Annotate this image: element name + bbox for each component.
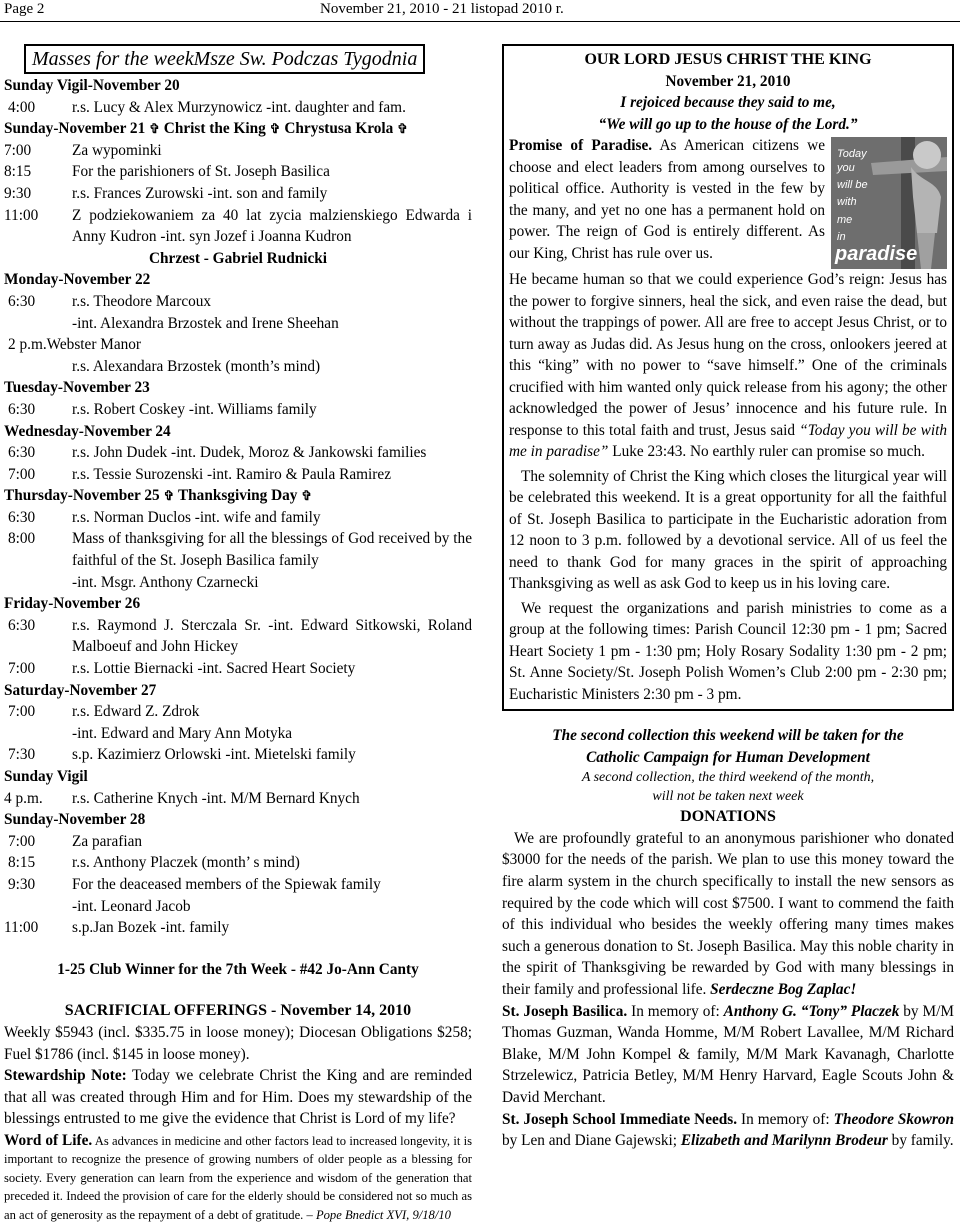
left-column [4, 44, 472, 1224]
promise-section [509, 135, 947, 269]
right-column [502, 44, 954, 1152]
svg-text:Today: Today [837, 148, 867, 160]
mass-row: -int. Edward and Mary Ann Motyka [72, 724, 293, 742]
feast-quote-1: I rejoiced because they said to me, [620, 94, 836, 111]
mass-row: 8:00 Mass of thanksgiving for all the blessings of God received by the faithful of the St. Joseph Basilica family [8, 530, 472, 570]
svg-text:paradise: paradise [835, 243, 918, 265]
page-number: Page 2 [4, 1, 45, 17]
mass-schedule-title: Masses for the weekMsze Sw. Podczas Tygodnia [24, 44, 425, 74]
mass-row: 6:30 r.s. Robert Coskey -int. Williams family [8, 400, 317, 418]
mass-row: -int. Msgr. Anthony Czarnecki [72, 573, 259, 591]
svg-text:you: you [837, 162, 855, 174]
feast-date: November 21, 2010 [665, 72, 791, 90]
memorial-basilica: St. Joseph Basilica. In memory of: Anthony G. “Tony” Placzek by M/M Thomas Guzman, Wanda Homme, M/M Robert Lavallee, M/M Richard Blake, M/M John Kompel & family, M/M Mark Kavanagh, Charlotte Strzelewicz, Patricia Betley, M/M Henry Harvard, Eagle Scouts John & David Merchant. [502, 1002, 954, 1106]
mass-row: 11:00 Z podziekowaniem za 40 lat zycia malzienskiego Edwarda i Anny Kudron -int. syn Jozef i Joanna Kudron [4, 206, 472, 246]
mass-row: 7:30 s.p. Kazimierz Orlowski -int. Mietelski family [8, 746, 356, 764]
baptism-note: Chrzest - Gabriel Rudnicki [148, 249, 328, 267]
header-date: November 21, 2010 - 21 listopad 2010 r. [320, 1, 564, 17]
feast-paragraph-3: We request the organizations and parish ministries to come as a group at the following times: Parish Council 12:30 pm - 1 pm; Sacred Heart Society 1 pm - 1:30 pm; Holy Rosary Sodality 1:30 pm - 2 pm; St. Anne Society/St. Joseph Polish Women’s Club 2:00 pm - 2:30 pm; Eucharistic Ministers 2:30 pm - 3 pm. [509, 599, 947, 703]
page-header [0, 0, 960, 22]
mass-row: 6:30 r.s. Raymond J. Sterczala Sr. -int. Edward Sitkowski, Roland Malboeuf and John Hickey [8, 616, 472, 656]
svg-text:will be: will be [837, 179, 868, 191]
mass-row: 7:00 r.s. Lottie Biernacki -int. Sacred Heart Society [8, 660, 356, 678]
feast-paragraph-1: He became human so that we could experience God’s reign: Jesus has the power to forgive sinners, heal the sick, and even raise the dead, but without the trappings of power. All are free to accept Jesus Christ, or to turn away as Judas did. As Jesus hung on the cross, onlookers jeered at this “king” with no power to “save himself.” One of the criminals crucified with him wanted only quick release from his agony; the other acknowledged the power of Jesus’ innocence and his future rule. In response to this total faith and trust, Jesus said “Today you will be with me in paradise” Luke 23:43. No earthly ruler can promise so much. [509, 271, 947, 460]
day-heading: Sunday-November 28 [4, 811, 146, 829]
day-heading: Tuesday-November 23 [4, 379, 150, 397]
day-heading: Saturday-November 27 [4, 681, 157, 699]
mass-row: 9:30 r.s. Frances Zurowski -int. son and family [4, 184, 328, 202]
mass-row: 11:00 s.p.Jan Bozek -int. family [4, 919, 230, 937]
promise-text: Promise of Paradise. As American citizens we choose and elect leaders from among ourselves to political office. Authority is vested in the few by the many, and yet no one has a permanent hold on power. The reign of God is entirely different. As our King, Christ has rule over us. [509, 137, 825, 262]
header-rule [0, 21, 960, 22]
cross-icon: ✞ [149, 121, 160, 137]
day-heading: Thursday-November 25 ✞ Thanksgiving Day ✞ [4, 487, 313, 505]
mass-row: 4 p.m. r.s. Catherine Knych -int. M/M Bernard Knych [4, 789, 360, 807]
day-heading: Monday-November 22 [4, 271, 151, 289]
day-heading: Sunday Vigil [4, 768, 88, 785]
cross-icon: ✞ [163, 488, 175, 504]
crucifix-illustration [831, 137, 947, 269]
mass-row: 7:00 Za wypominki [4, 141, 162, 159]
mass-row: 7:00 Za parafian [8, 832, 143, 850]
club-winner: 1-25 Club Winner for the 7th Week - #42 Jo-Ann Canty [57, 960, 419, 978]
cross-icon: ✞ [269, 121, 281, 137]
svg-text:me: me [837, 214, 853, 226]
mass-row: -int. Leonard Jacob [72, 897, 191, 915]
mass-row: 6:30 r.s. Theodore Marcoux [8, 292, 212, 310]
word-of-life: Word of Life. As advances in medicine and other factors lead to increased longevity, it is important to recognize the presence of growing numbers of older people as a blessing for society. Every generation can learn from the experience and wisdom of the generation that preceded it. Indeed the provision of care for the elderly should be considered not so much as an act of generosity as the repayment of a debt of gratitude. – Pope Bnedict XVI, 9/18/10 [4, 1131, 472, 1222]
offerings-title: SACRIFICIAL OFFERINGS - November 14, 2010 [64, 1002, 412, 1020]
donations-section [502, 806, 954, 1152]
collection-notice: The second collection this weekend will be taken for the Catholic Campaign for Human Development A second collection, the third weekend of the month, will not be taken next week [552, 727, 904, 805]
donations-text: We are profoundly grateful to an anonymous parishioner who donated $3000 for the needs of the parish. We plan to use this money toward the fire alarm system in the church specifically to install the new sensors as required by the code which will cost $7500. I want to commend the faith of this individual who besides the weekly offering many times makes such a generous donation to St. Joseph Basilica. May this noble charity in the spirit of Thanksgiving be rewarded by God with many blessings in their family and professional life. Serdeczne Bog Zaplac! [502, 829, 954, 998]
donations-title: DONATIONS [680, 808, 776, 826]
svg-text:with: with [837, 196, 857, 208]
mass-row: -int. Alexandra Brzostek and Irene Sheehan [72, 314, 339, 332]
mass-row: 6:30 r.s. John Dudek -int. Dudek, Moroz & Jankowski families [8, 444, 427, 462]
cross-icon: ✞ [397, 121, 409, 137]
day-heading: Wednesday-November 24 [4, 422, 171, 440]
mass-row: 9:30 For the deaceased members of the Spiewak family [8, 875, 381, 893]
svg-text:in: in [837, 231, 846, 243]
mass-row: 7:00 r.s. Tessie Surozenski -int. Ramiro & Paula Ramirez [8, 465, 391, 483]
day-heading: Friday-November 26 [4, 595, 141, 613]
paradise-image [831, 137, 947, 269]
mass-row: r.s. Alexandara Brzostek (month’s mind) [72, 357, 321, 375]
mass-row: 2 p.m. Webster Manor [8, 336, 142, 354]
feast-box [502, 44, 954, 711]
day-heading: Sunday-November 21 ✞ Christ the King ✞ Chrystusa Krola ✞ [4, 120, 409, 138]
memorial-school: St. Joseph School Immediate Needs. In memory of: Theodore Skowron by Len and Diane Gajewski; Elizabeth and Marilynn Brodeur by family. [502, 1110, 954, 1150]
feast-title: OUR LORD JESUS CHRIST THE KING [584, 51, 872, 68]
feast-paragraph-2: The solemnity of Christ the King which closes the liturgical year will be celebrated this weekend. It is a great opportunity for all the faithful of St. Joseph Basilica to participate in the Eucharistic adoration from 12 noon to 3 p.m. followed by a devotional service. All of us feel the need to thank God for many graces in the spirit of approaching Thanksgiving as well as ask God to keep us in his loving care. [509, 467, 947, 592]
mass-row: 7:00 r.s. Edward Z. Zdrok [8, 703, 200, 721]
day-heading: Sunday Vigil-November 20 [4, 77, 180, 94]
mass-row: 6:30 r.s. Norman Duclos -int. wife and family [8, 508, 321, 526]
mass-row: 8:15 For the parishioners of St. Joseph Basilica [4, 163, 330, 181]
mass-row: 8:15 r.s. Anthony Placzek (month’ s mind) [8, 854, 300, 872]
stewardship-note: Stewardship Note: Today we celebrate Christ the King and are reminded that all was created through Him and for Him. Does my stewardship of the blessings entrusted to me give the evidence that Christ is Lord of my life? [4, 1067, 472, 1128]
mass-row: 4:00 r.s. Lucy & Alex Murzynowicz -int. daughter and fam. [8, 98, 406, 116]
feast-quote-2: “We will go up to the house of the Lord.” [598, 115, 858, 133]
offerings-text: Weekly $5943 (incl. $335.75 in loose money); Diocesan Obligations $258; Fuel $1786 (incl. $145 in loose money). [4, 1023, 472, 1063]
cross-icon: ✞ [301, 488, 313, 504]
